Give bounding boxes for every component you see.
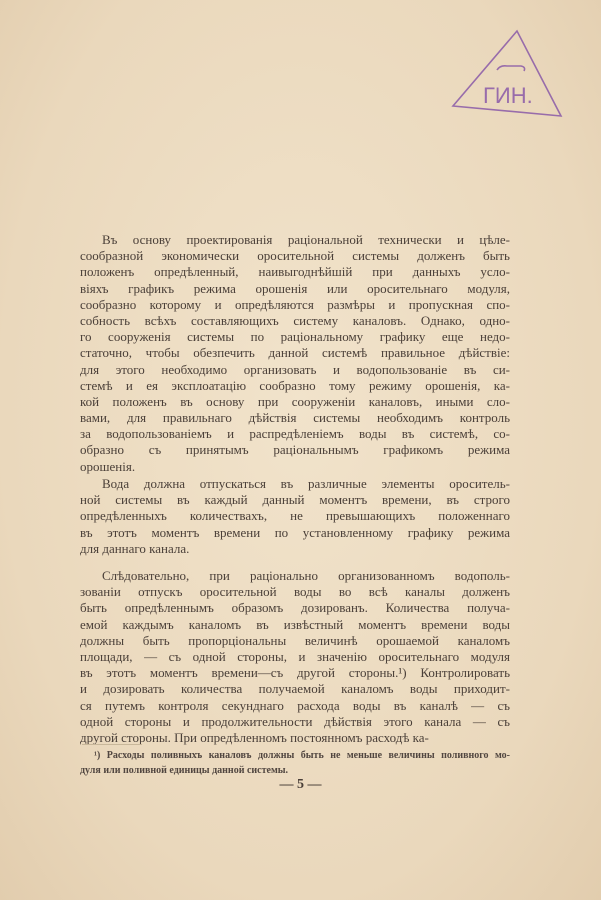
text-line: сообразной экономически оросительной системы долженъ быть (80, 248, 510, 264)
text-line: Вода должна отпускаться въ различные элементы ороситель- (102, 476, 510, 491)
text-line: должны быть пропорціональны величинѣ орошаемой каналомъ (80, 632, 510, 648)
text-line: площади, — съ одной стороны, и значенію оросительнаго модуля (80, 648, 510, 664)
paragraph-3 (80, 568, 510, 746)
text-line: статочно, чтобы обезпечить данной системѣ правильное дѣйствіе: (80, 345, 510, 361)
text-line: за водопользованіемъ и распредѣленіемъ воды въ системѣ, со- (80, 426, 510, 442)
text-line: дуля или поливной единицы данной системы. (80, 765, 289, 776)
text-line: ной системы въ каждый данный моментъ времени, въ строго (80, 492, 510, 508)
text-line: другой стороны. При опредѣленномъ постоянномъ расходѣ ка- (80, 729, 429, 745)
text-line: образно съ принятымъ раціональнымъ графикомъ режима (80, 442, 510, 458)
text-line: сообразно которому и опредѣляются размѣры и пропускная спо- (80, 296, 510, 312)
library-stamp (445, 28, 565, 123)
text-line: Слѣдовательно, при раціонально организованномъ водополь- (102, 568, 510, 583)
text-line: емой каждымъ каналомъ въ извѣстный моментъ времени воды (80, 616, 510, 632)
text-line: быть опредѣленнымъ образомъ дозированъ. Количества получа- (80, 600, 510, 616)
text-line: ся путемъ контроля секунднаго расхода воды въ каналѣ — съ (80, 697, 510, 713)
text-line: вами, для правильнаго дѣйствія системы необходимъ контроль (80, 410, 510, 426)
text-line: ¹) Расходы поливныхъ каналовъ должны быть не меньше величины поливного мо- (94, 750, 510, 761)
text-line: одной стороны и продолжительности дѣйствія этого канала — съ (80, 713, 510, 729)
page-number: — 5 — (279, 777, 322, 792)
text-line: го сооруженія системы по раціональному графику еще недо- (80, 329, 510, 345)
text-line: положенъ опредѣленный, наивыгоднѣйшій при данныхъ усло- (80, 264, 510, 280)
text-line: віяхъ графикъ режима орошенія или оросительнаго модуля, (80, 280, 510, 296)
text-line: зованіи отпускъ оросительной воды во всѣ каналы долженъ (80, 584, 510, 600)
text-line: опредѣленныхъ количествахъ, не превышающихъ положеннаго (80, 508, 510, 524)
text-line: стемѣ и ея эксплоатацію сообразно тому режиму орошенія, ка- (80, 377, 510, 393)
text-line: кой положенъ въ основу при сооруженіи каналовъ, иными сло- (80, 393, 510, 409)
footnote-rule (82, 744, 142, 745)
text-line: для этого необходимо организовать и водопользованіе въ си- (80, 361, 510, 377)
footnote (80, 748, 510, 778)
text-line: для даннаго канала. (80, 540, 190, 556)
text-line: орошенія. (80, 458, 136, 474)
text-line: и дозировать количества получаемой каналомъ воды приходит- (80, 681, 510, 697)
text-line: въ этотъ моментъ времени по установленному графику режима (80, 524, 510, 540)
text-line: въ этотъ моментъ времени—съ другой стороны.¹) Контролировать (80, 665, 510, 681)
paragraph-2 (80, 476, 510, 557)
paragraph-1 (80, 232, 510, 475)
svg-text:ГИН.: ГИН. (483, 83, 533, 108)
text-line: собность всѣхъ составляющихъ систему каналовъ. Однако, одно- (80, 312, 510, 328)
text-line: Въ основу проектированія раціональной технически и цѣле- (102, 232, 510, 247)
